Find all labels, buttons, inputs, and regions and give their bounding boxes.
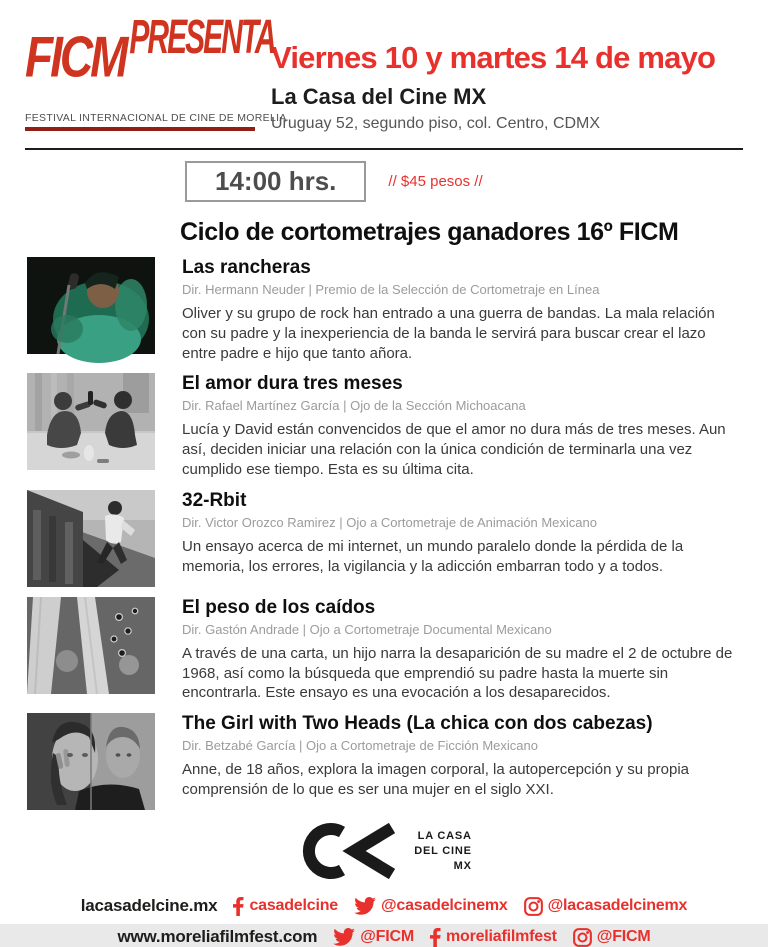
- wordmark-line: MX: [453, 859, 472, 872]
- film-credit: Dir. Gastón Andrade | Ojo a Cortometraje Documental Mexicano: [182, 621, 552, 637]
- film-text: [182, 713, 743, 810]
- film-thumbnail-running-man: [27, 490, 155, 587]
- casa-website-link[interactable]: lacasadelcine.mx: [80, 896, 218, 916]
- social-row-casa-del-cine: [81, 896, 687, 916]
- film-text: [182, 597, 743, 703]
- film-credit: Dir. Victor Orozco Ramirez | Ojo a Cortometraje de Animación Mexicano: [182, 514, 597, 530]
- wordmark-line: DEL CINE: [414, 844, 472, 857]
- film-text: [182, 257, 743, 363]
- film-row-las-rancheras: [27, 257, 743, 363]
- program-title: Ciclo de cortometrajes ganadores 16º FICM: [180, 218, 679, 246]
- divider-rule: [25, 148, 743, 150]
- ticket-price: // $45 pesos //: [388, 173, 483, 190]
- facebook-handle-text: moreliafilmfest: [445, 928, 557, 946]
- film-title: 32-Rbit: [182, 489, 247, 511]
- twitter-handle-text: @FICM: [360, 928, 414, 946]
- film-row-girl-two-heads: [27, 713, 743, 810]
- ficm-instagram-link[interactable]: [573, 928, 651, 947]
- film-thumbnail-couple-on-floor: [27, 373, 155, 470]
- film-description: Un ensayo acerca de mi internet, un mundo paralelo donde la pérdida de la memoria, los errores, la vigilancia y la adicción embarran todo y a todos.: [182, 537, 684, 575]
- film-credit: Dir. Rafael Martínez García | Ojo de la Sección Michoacana: [182, 398, 526, 414]
- casa-del-cine-logo: [0, 822, 768, 880]
- logo-subtitle: FESTIVAL INTERNACIONAL DE CINE DE MORELIA: [25, 112, 287, 124]
- logo-ficm-text: FICM: [25, 24, 126, 89]
- logo-presenta-text: PRESENTA: [129, 11, 275, 65]
- facebook-icon: [430, 928, 441, 947]
- film-row-el-peso: [27, 597, 743, 703]
- twitter-handle-text: @casadelcinemx: [380, 897, 508, 915]
- casa-facebook-link[interactable]: [233, 897, 338, 916]
- casa-del-cine-glyph-icon: [296, 822, 400, 880]
- instagram-handle-text: @lacasadelcinemx: [547, 897, 688, 915]
- wordmark-line: LA CASA: [417, 829, 472, 842]
- ficm-facebook-link[interactable]: [430, 928, 557, 947]
- event-dates: Viernes 10 y martes 14 de mayo: [271, 40, 716, 75]
- facebook-handle-text: casadelcine: [249, 897, 338, 915]
- film-row-el-amor: [27, 373, 743, 479]
- film-description: Anne, de 18 años, explora la imagen corporal, la autopercepción y su propia comprensión de lo que es ser una mujer en el siglo XXI.: [182, 761, 689, 798]
- logo-red-bar: [25, 127, 255, 131]
- film-title: Las rancheras: [182, 257, 311, 278]
- instagram-icon: [524, 897, 543, 916]
- ficm-twitter-link[interactable]: [333, 928, 414, 946]
- film-text: [182, 373, 743, 479]
- instagram-handle-text: @FICM: [596, 928, 651, 946]
- film-row-32-rbit: [27, 490, 743, 587]
- venue-address: Uruguay 52, segundo piso, col. Centro, CDMX: [271, 115, 601, 132]
- logo-row: [25, 11, 275, 109]
- twitter-icon: [354, 897, 376, 915]
- facebook-icon: [233, 897, 244, 916]
- twitter-icon: [333, 928, 355, 946]
- showtime-box: 14:00 hrs.: [185, 161, 366, 202]
- film-credit: Dir. Hermann Neuder | Premio de la Selección de Cortometraje en Línea: [182, 282, 600, 297]
- film-description: Lucía y David están convencidos de que el amor no dura más de tres meses. Aun así, deciden iniciar una relación con la única condición de terminarla una vez cumplido ese tiempo. Esta es su última cita.: [182, 421, 726, 478]
- film-title: El amor dura tres meses: [182, 373, 403, 395]
- casa-twitter-link[interactable]: [354, 897, 508, 915]
- film-text: [182, 490, 743, 587]
- film-credit: Dir. Betzabé García | Ojo a Cortometraje de Ficción Mexicano: [182, 738, 538, 754]
- social-row-ficm: [117, 927, 650, 947]
- header: [0, 0, 768, 133]
- casa-del-cine-wordmark: [414, 829, 472, 874]
- film-thumbnail-two-faces: [27, 713, 155, 810]
- instagram-icon: [573, 928, 592, 947]
- film-title: The Girl with Two Heads (La chica con dos cabezas): [182, 713, 653, 735]
- film-description: Oliver y su grupo de rock han entrado a una guerra de bandas. La mala relación con su padre y la inexperiencia de la banda le servirá para buscar crear el lazo entre padre e hijo que tanto añora.: [182, 305, 715, 362]
- schedule: [185, 161, 743, 202]
- ficm-website-link[interactable]: www.moreliafilmfest.com: [117, 927, 318, 947]
- venue-name: La Casa del Cine MX: [271, 84, 487, 109]
- film-title: El peso de los caídos: [182, 596, 376, 618]
- film-description: A través de una carta, un hijo narra la desaparición de su madre el 2 de octubre de 1968, así como la búsqueda que emprendió su padre hasta la muerte sin encontrarla. Este ensayo es una evocación a los desaparecidos.: [182, 644, 733, 702]
- casa-instagram-link[interactable]: [524, 897, 688, 916]
- film-thumbnail-window-bullet-holes: [27, 597, 155, 694]
- header-text: [271, 25, 715, 133]
- ficm-presenta-logo: [25, 11, 287, 133]
- film-thumbnail-concert-singer: [27, 257, 155, 354]
- footer: [0, 896, 768, 947]
- film-list: [27, 257, 743, 810]
